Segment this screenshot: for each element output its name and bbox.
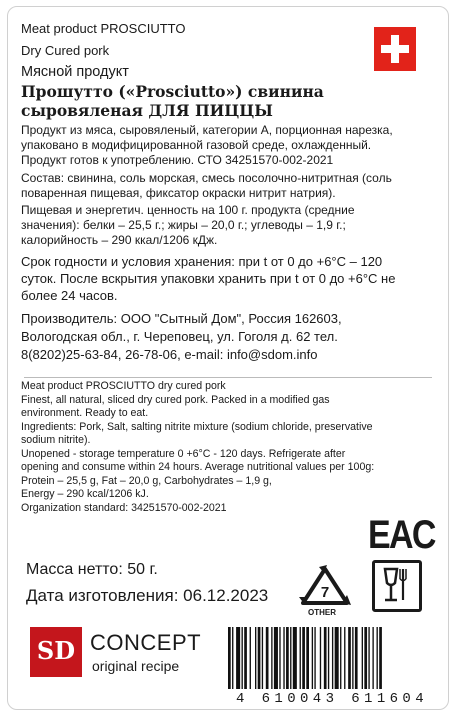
ru-nutrition [21, 203, 441, 248]
ru-title-line2: сыровяленая ДЛЯ ПИЦЦЫ [21, 101, 273, 120]
brand-name: CONCEPT [90, 630, 202, 655]
barcode-number: 4 610043 611604 [236, 691, 429, 707]
product-label [7, 6, 449, 710]
divider [24, 377, 432, 378]
en-line: sodium nitrite). [21, 434, 91, 446]
ru-line: калорийность – 290 ккал/1206 кДж. [21, 233, 218, 247]
ru-manufacturer [21, 310, 446, 364]
en-line: Unopened - storage temperature 0 +6°C - 120 days. Refrigerate after [21, 447, 346, 460]
ru-line: Срок годности и условия хранения: при t от 0 до +6°С – 120 [21, 254, 383, 269]
ru-line: Состав: свинина, соль морская, смесь посолочно-нитритная (соль [21, 171, 392, 185]
ru-line: Вологодская обл., г. Череповец, ул. Гоголя д. 62 тел. [21, 329, 338, 344]
en-line: Energy – 290 kcal/1206 kJ. [21, 488, 149, 500]
ru-description [21, 123, 441, 168]
recycle-number: 7 [320, 584, 330, 601]
brand-tagline: original recipe [92, 658, 180, 674]
swiss-flag-icon [374, 27, 416, 71]
barcode [226, 627, 440, 689]
en-line: opening and consume within 24 hours. Average nutritional values per 100g: [21, 461, 375, 473]
ru-title-line1: Прошутто («Prosciutto») свинина [21, 82, 324, 101]
brand-logo-icon [30, 627, 82, 677]
ru-line: более 24 часов. [21, 288, 118, 303]
ru-line: суток. После вскрытия упаковки хранить при t от 0 до +6°С не [21, 271, 396, 286]
en-line: environment. Ready to eat. [21, 407, 149, 419]
en-line: Ingredients: Pork, Salt, salting nitrite mixture (sodium chloride, preservative [21, 420, 373, 433]
eac-mark: EAC [368, 513, 435, 557]
ru-product-type: Мясной продукт [21, 64, 129, 80]
ru-line: Производитель: ООО "Сытный Дом", Россия 162603, [21, 311, 342, 326]
en-line: Protein – 25,5 g, Fat – 20,0 g, Carbohydrates – 1,9 g, [21, 474, 272, 487]
ru-line: Продукт из мяса, сыровяленый, категории А, порционная нарезка, [21, 123, 393, 137]
ru-line: Продукт готов к употреблению. СТО 34251570-002-2021 [21, 153, 334, 167]
food-safe-icon [372, 560, 422, 612]
net-weight: Масса нетто: 50 г. [26, 561, 158, 578]
ru-line: 8(8202)25-63-84, 26-78-06, e-mail: info@sdom.info [21, 347, 318, 362]
en-line: Organization standard: 34251570-002-2021 [21, 501, 227, 514]
ru-line: Пищевая и энергетич. ценность на 100 г. продукта (средние [21, 203, 355, 217]
en-line: Finest, all natural, sliced dry cured pork. Packed in a modified gas [21, 393, 330, 406]
en-line: Meat product PROSCIUTTO dry cured pork [21, 380, 226, 392]
ru-composition [21, 171, 441, 201]
ru-line: поваренная пищевая, фиксатор окраски нитрит натрия). [21, 186, 336, 200]
ru-line: значения): белки – 25,5 г.; жиры – 20,0 г.; углеводы – 1,9 г.; [21, 218, 346, 232]
ru-line: упаковано в модифицированной газовой среде, охлажденный. [21, 138, 372, 152]
ru-storage [21, 253, 446, 304]
en-product-desc: Dry Cured pork [21, 43, 110, 58]
production-date: Дата изготовления: 06.12.2023 [26, 586, 269, 605]
brand-mark: SD [36, 636, 76, 665]
en-description [21, 380, 446, 515]
en-product-name: Meat product PROSCIUTTO [21, 21, 186, 36]
recycle-label: OTHER [308, 608, 336, 617]
